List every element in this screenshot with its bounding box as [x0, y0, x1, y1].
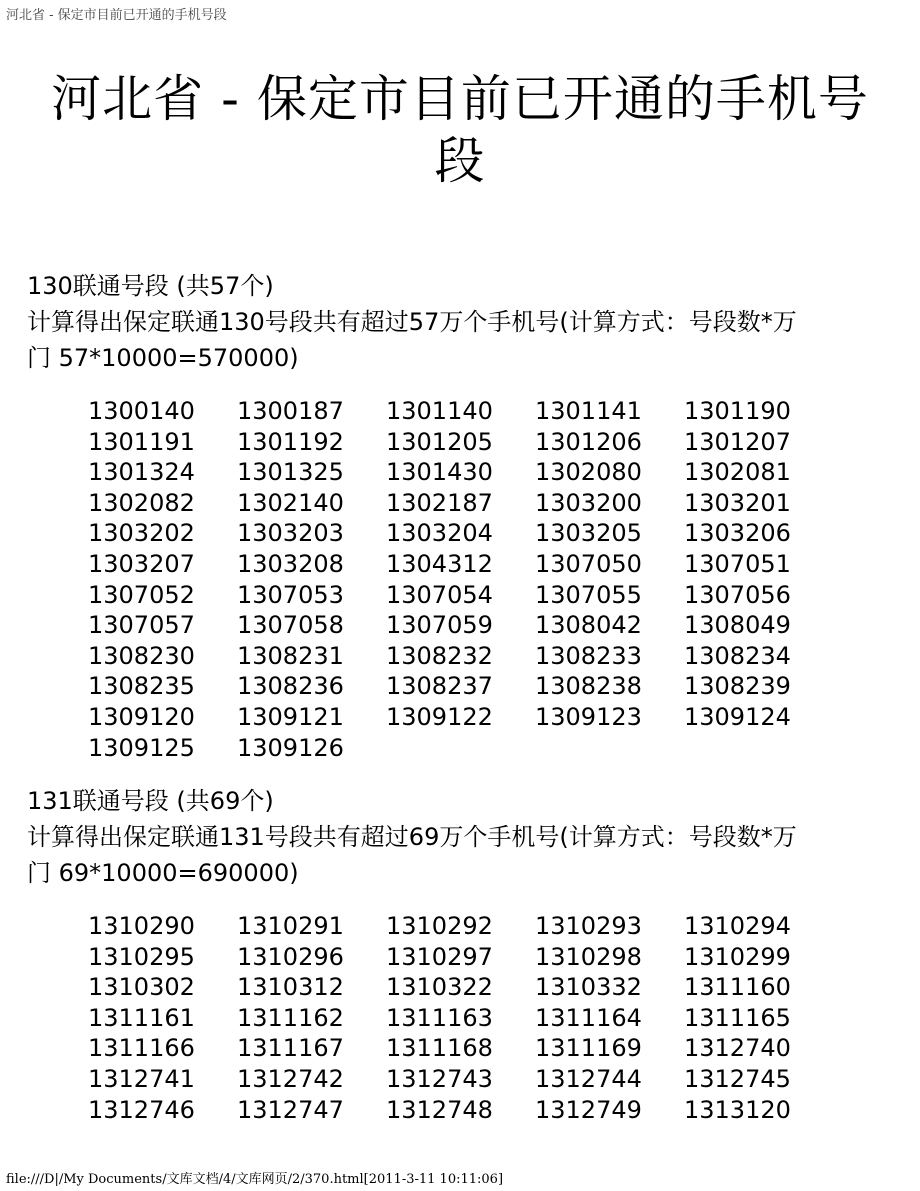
number-cell: 1309125 [88, 733, 195, 762]
number-cell: 1310297 [386, 942, 493, 971]
number-cell: 1303206 [684, 519, 791, 548]
number-cell: 1308237 [386, 672, 493, 701]
number-cell: 1310292 [386, 912, 493, 940]
number-grid [88, 911, 897, 1125]
number-cell: 1310302 [88, 973, 195, 1002]
number-cell: 1307052 [88, 580, 195, 609]
number-cell: 1308232 [386, 641, 493, 670]
number-cell: 1310322 [386, 973, 493, 1002]
number-cell: 1312742 [237, 1064, 344, 1093]
number-cell: 1308235 [88, 672, 195, 701]
number-cell: 1311169 [535, 1034, 642, 1063]
section-description: 计算得出保定联通131号段共有超过69万个手机号(计算方式：号段数*万 [27, 823, 797, 851]
number-cell: 1307058 [237, 611, 344, 640]
number-cell: 1311160 [684, 973, 791, 1002]
number-cell: 1301430 [386, 458, 493, 487]
number-cell: 1311161 [88, 1003, 195, 1032]
number-cell: 1309124 [684, 702, 791, 731]
number-cell: 1303203 [237, 519, 344, 548]
number-cell: 1308239 [684, 672, 791, 701]
number-cell: 1312744 [535, 1064, 642, 1093]
number-cell: 1311165 [684, 1003, 791, 1032]
number-cell: 1302082 [88, 488, 195, 517]
number-cell: 1309126 [237, 733, 344, 762]
number-cell: 1312749 [535, 1095, 642, 1124]
section-formula: 门 57*10000=570000) [27, 344, 299, 372]
number-cell: 1312747 [237, 1095, 344, 1124]
number-cell: 1301207 [684, 427, 791, 456]
number-cell: 1309122 [386, 702, 493, 731]
number-cell: 1307051 [684, 549, 791, 578]
number-cell: 1310298 [535, 942, 642, 971]
number-cell: 1312745 [684, 1064, 791, 1093]
number-cell: 1308042 [535, 611, 642, 640]
page-title-line-2: 段 [434, 132, 486, 190]
number-cell: 1313120 [684, 1095, 791, 1124]
number-cell: 1308234 [684, 641, 791, 670]
number-cell: 1312743 [386, 1064, 493, 1093]
section-heading: 131联通号段 (共69个) [27, 787, 274, 815]
number-cell: 1307055 [535, 580, 642, 609]
number-cell: 1307057 [88, 611, 195, 640]
number-cell: 1307050 [535, 549, 642, 578]
number-cell: 1301191 [88, 427, 195, 456]
number-cell: 1310290 [88, 912, 195, 940]
running-header: 河北省 - 保定市目前已开通的手机号段 [6, 8, 227, 23]
number-cell: 1310332 [535, 973, 642, 1002]
number-cell: 1308230 [88, 641, 195, 670]
number-cell: 1304312 [386, 549, 493, 578]
number-cell: 1308231 [237, 641, 344, 670]
number-cell: 1303208 [237, 549, 344, 578]
number-cell: 1303202 [88, 519, 195, 548]
number-cell: 1310296 [237, 942, 344, 971]
number-cell: 1302140 [237, 488, 344, 517]
number-cell: 1303205 [535, 519, 642, 548]
number-grid [88, 396, 897, 763]
number-cell: 1311167 [237, 1034, 344, 1063]
number-cell: 1310312 [237, 973, 344, 1002]
number-cell: 1300187 [237, 397, 344, 425]
source-path-footer: file:///D|/My Documents/文库文档/4/文库网页/2/370.html[2011-3-11 10:11:06] [6, 1172, 504, 1187]
number-cell: 1311162 [237, 1003, 344, 1032]
section-description: 计算得出保定联通130号段共有超过57万个手机号(计算方式：号段数*万 [27, 308, 797, 336]
number-cell: 1311163 [386, 1003, 493, 1032]
page-title-line-1: 河北省 - 保定市目前已开通的手机号 [51, 70, 869, 128]
number-cell: 1301324 [88, 458, 195, 487]
section-131 [27, 783, 897, 1125]
number-cell: 1312746 [88, 1095, 195, 1124]
number-cell: 1303200 [535, 488, 642, 517]
number-cell: 1307056 [684, 580, 791, 609]
number-cell: 1300140 [88, 397, 195, 425]
number-cell: 1310295 [88, 942, 195, 971]
number-cell: 1308049 [684, 611, 791, 640]
number-cell: 1310293 [535, 912, 642, 940]
number-cell: 1310291 [237, 912, 344, 940]
number-cell: 1312741 [88, 1064, 195, 1093]
number-cell: 1303204 [386, 519, 493, 548]
number-cell: 1308236 [237, 672, 344, 701]
number-cell: 1301192 [237, 427, 344, 456]
number-cell: 1301206 [535, 427, 642, 456]
number-cell: 1302080 [535, 458, 642, 487]
number-cell: 1303201 [684, 488, 791, 517]
number-cell: 1303207 [88, 549, 195, 578]
number-cell: 1310294 [684, 912, 791, 940]
number-cell: 1301325 [237, 458, 344, 487]
number-cell: 1311166 [88, 1034, 195, 1063]
page-title [0, 68, 920, 192]
number-cell: 1301205 [386, 427, 493, 456]
number-cell: 1309123 [535, 702, 642, 731]
section-formula: 门 69*10000=690000) [27, 859, 299, 887]
number-cell: 1307053 [237, 580, 344, 609]
number-cell: 1309120 [88, 702, 195, 731]
number-cell: 1307059 [386, 611, 493, 640]
number-cell: 1308233 [535, 641, 642, 670]
number-cell: 1312748 [386, 1095, 493, 1124]
number-cell: 1311168 [386, 1034, 493, 1063]
number-cell: 1308238 [535, 672, 642, 701]
number-cell: 1302187 [386, 488, 493, 517]
number-cell: 1310299 [684, 942, 791, 971]
number-cell: 1307054 [386, 580, 493, 609]
number-cell: 1301140 [386, 397, 493, 425]
number-cell: 1301190 [684, 397, 791, 425]
number-cell: 1302081 [684, 458, 791, 487]
section-130 [27, 268, 897, 763]
number-cell: 1312740 [684, 1034, 791, 1063]
number-cell: 1301141 [535, 397, 642, 425]
number-cell: 1311164 [535, 1003, 642, 1032]
number-cell: 1309121 [237, 702, 344, 731]
section-heading: 130联通号段 (共57个) [27, 272, 274, 300]
